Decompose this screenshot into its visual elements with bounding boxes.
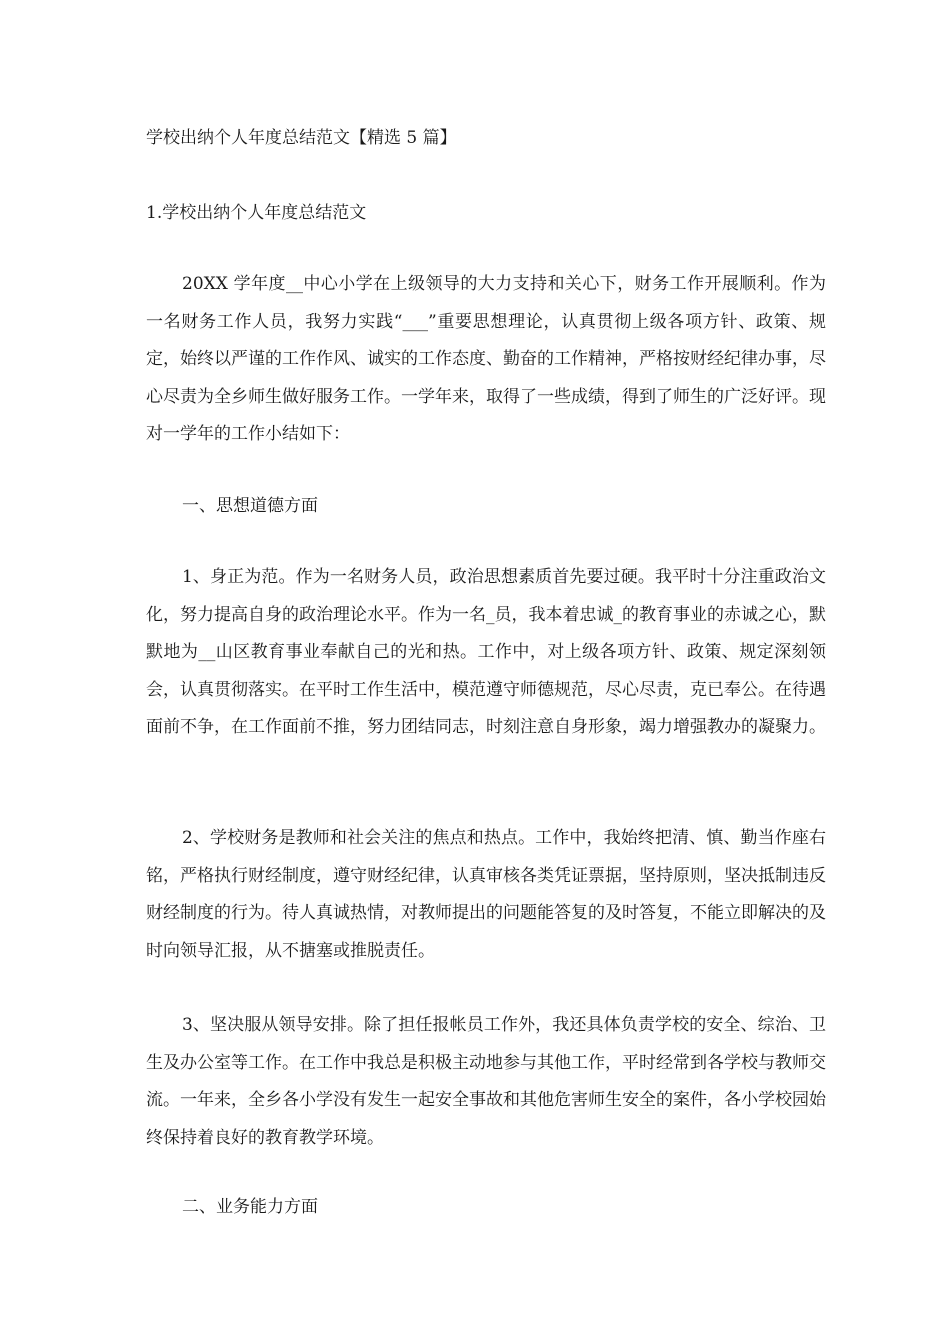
section-heading-2: 二、业务能力方面 [182, 1197, 318, 1217]
section1-paragraph-2: 2、学校财务是教师和社会关注的焦点和热点。工作中，我始终把清、慎、勤当作座右铭，严格执行财经制度，遵守财经纪律，认真审核各类凭证票据，坚持原则，坚决抵制违反财经制度的行为。待人真诚热情，对教师提出的问题能答复的及时答复，不能立即解决的及时向领导汇报，从不搪塞或推脱责任。 [146, 828, 826, 961]
section-heading-1: 一、思想道德方面 [182, 496, 318, 516]
document-title: 学校出纳个人年度总结范文【精选 5 篇】 [146, 128, 457, 148]
section1-paragraph-1: 1、身正为范。作为一名财务人员，政治思想素质首先要过硬。我平时十分注重政治文化，努力提高自身的政治理论水平。作为一名_员，我本着忠诚_的教育事业的赤诚之心，默默地为__山区教育事业奉献自己的光和热。工作中，对上级各项方针、政策、规定深刻领会，认真贯彻落实。在平时工作生活中，模范遵守师德规范，尽心尽责，克已奉公。在待遇面前不争，在工作面前不推，努力团结同志，时刻注意自身形象，竭力增强教办的凝聚力。 [146, 567, 826, 737]
section1-paragraph-3: 3、坚决服从领导安排。除了担任报帐员工作外，我还具体负责学校的安全、综治、卫生及办公室等工作。在工作中我总是积极主动地参与其他工作，平时经常到各学校与教师交流。一年来，全乡各小学没有发生一起安全事故和其他危害师生安全的案件，各小学校园始终保持着良好的教育教学环境。 [146, 1015, 826, 1148]
intro-paragraph: 20XX 学年度__中心小学在上级领导的大力支持和关心下，财务工作开展顺利。作为一名财务工作人员，我努力实践“___”重要思想理论，认真贯彻上级各项方针、政策、规定，始终以严谨的工作作风、诚实的工作态度、勤奋的工作精神，严格按财经纪律办事，尽心尽责为全乡师生做好服务工作。一学年来，取得了一些成绩，得到了师生的广泛好评。现对一学年的工作小结如下： [146, 274, 826, 444]
article-subtitle: 1.学校出纳个人年度总结范文 [146, 203, 367, 223]
